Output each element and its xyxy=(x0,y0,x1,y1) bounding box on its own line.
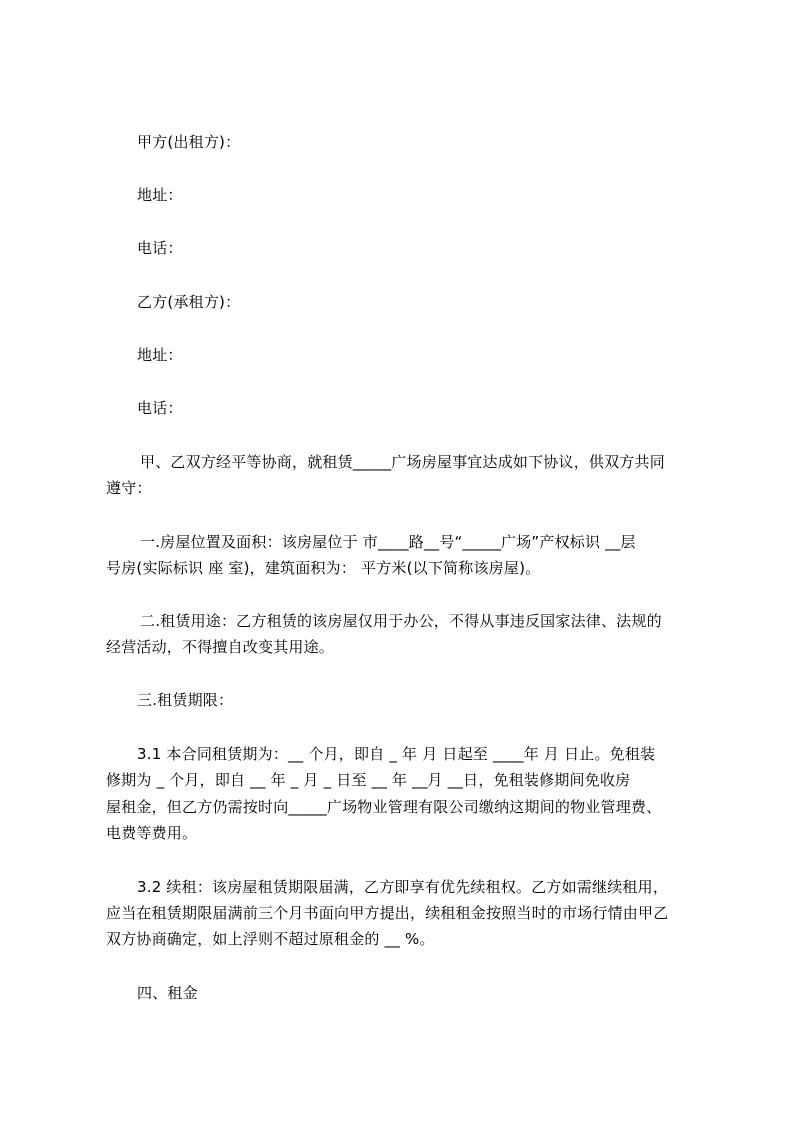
clause-3-1-line-3: 屋租金，但乙方仍需按时向_____广场物业管理有限公司缴纳这期间的物业管理费、 xyxy=(106,798,662,816)
clause-1-line-2: 号房(实际标识 座 室)，建筑面积为： 平方米(以下简称该房屋)。 xyxy=(106,559,541,577)
preamble-line-2: 遵守： xyxy=(106,479,152,497)
party-b-phone: 电话： xyxy=(137,399,183,417)
clause-3-1-line-2: 修期为 _ 个月，即自 __ 年 _ 月 _ 日至 __ 年 __月 __日，免租装修期间免收房 xyxy=(106,771,631,789)
clause-2-line-1: 二.租赁用途：乙方租赁的该房屋仅用于办公，不得从事违反国家法律、法规的 xyxy=(140,612,662,630)
preamble-line-1: 甲、乙双方经平等协商，就租赁_____广场房屋事宜达成如下协议，供双方共同 xyxy=(140,453,665,471)
clause-4-heading: 四、租金 xyxy=(137,984,198,1002)
party-a-phone: 电话： xyxy=(137,239,183,257)
clause-3-2-line-3: 双方协商确定，如上浮则不超过原租金的 __ %。 xyxy=(106,930,435,948)
clause-3-2-line-2: 应当在租赁期限届满前三个月书面向甲方提出，续租租金按照当时的市场行情由甲乙 xyxy=(106,904,669,922)
clause-3-1-line-1: 3.1 本合同租赁期为：__ 个月，即自 _ 年 月 日起至 ____年 月 日止。免租装 xyxy=(137,745,656,763)
party-a-address: 地址： xyxy=(137,186,183,204)
party-b-address: 地址： xyxy=(137,346,183,364)
clause-2-line-2: 经营活动，不得擅自改变其用途。 xyxy=(106,638,335,656)
clause-1-line-1: 一.房屋位置及面积：该房屋位于 市____路__号“_____广场”产权标识 __层 xyxy=(140,533,636,551)
party-b-label: 乙方(承租方)： xyxy=(137,293,241,311)
party-a-label: 甲方(出租方)： xyxy=(137,133,241,151)
clause-3-1-line-4: 电费等费用。 xyxy=(106,824,198,842)
clause-3-heading: 三.租赁期限： xyxy=(137,691,234,709)
clause-3-2-line-1: 3.2 续租：该房屋租赁期限届满，乙方即享有优先续租权。乙方如需继续租用， xyxy=(137,878,669,896)
